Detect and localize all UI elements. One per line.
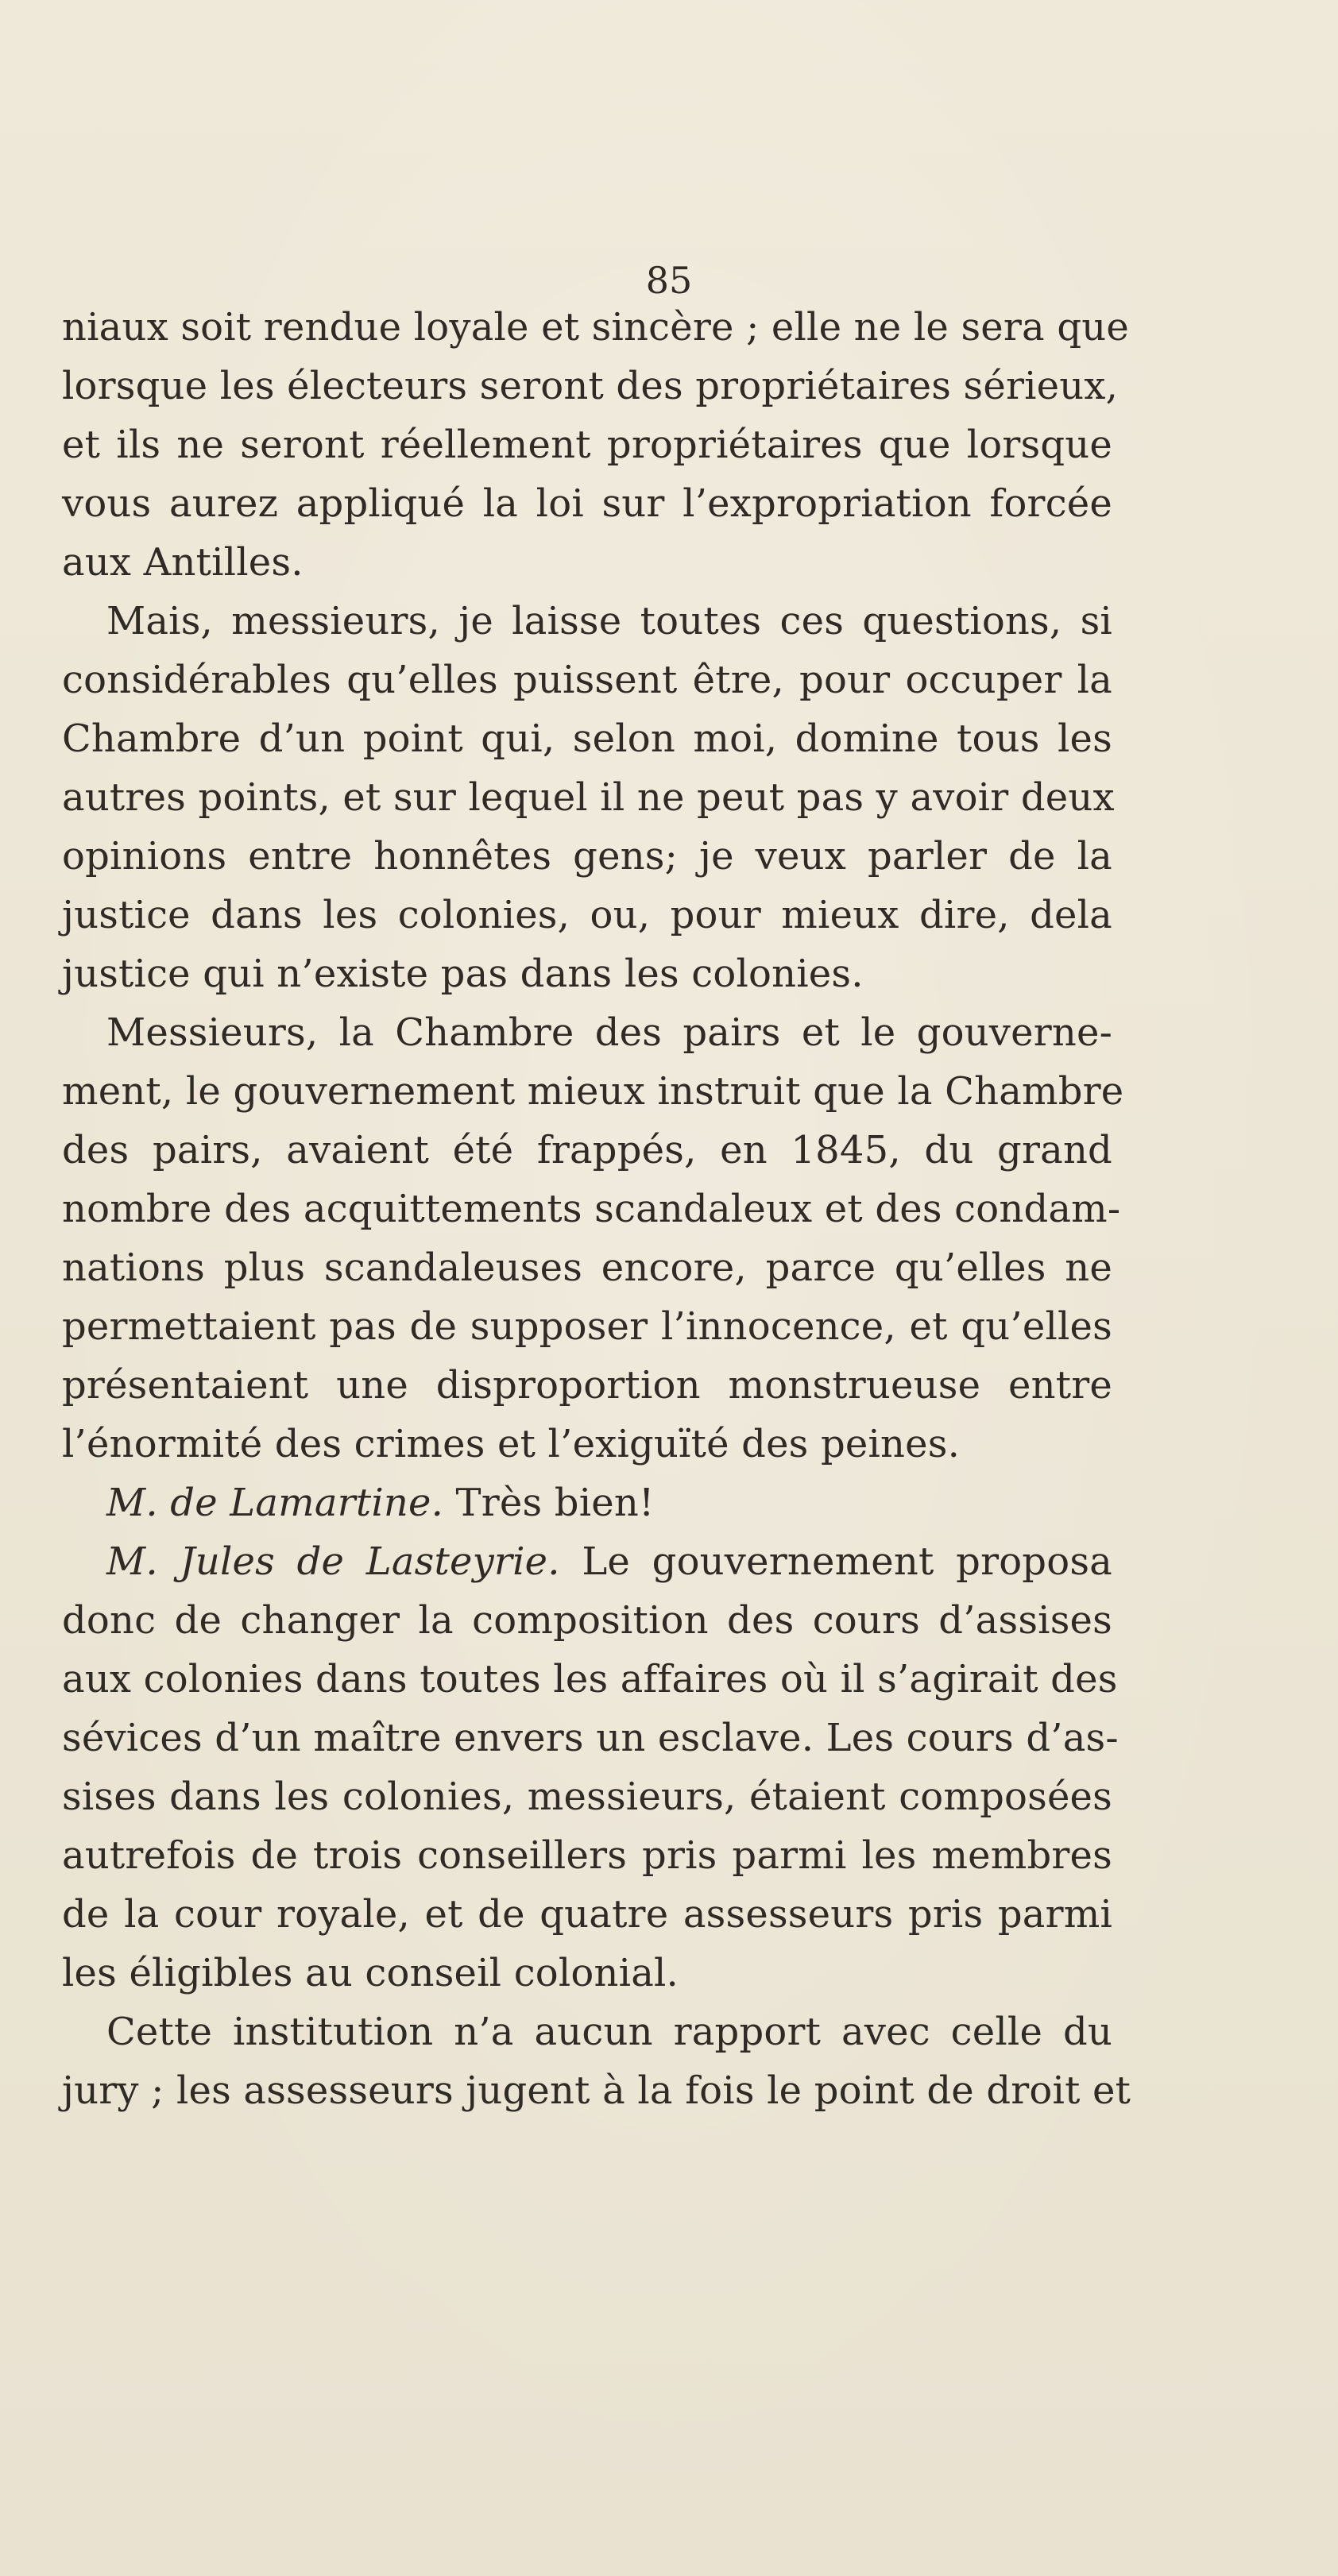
text-line: Mais, messieurs, je laisse toutes ces questions, si [106,599,1112,643]
text-line: considérables qu’elles puissent être, pour occuper la [62,658,1112,702]
text-line: et ils ne seront réellement propriétaires que lorsque [62,423,1112,467]
text-line: donc de changer la composition des cours d’assises [62,1598,1112,1643]
text-line: Cette institution n’a aucun rapport avec celle du [106,2010,1112,2054]
text-line: justice dans les colonies, ou, pour mieux dire, dela [62,893,1112,937]
text-line: nombre des acquittements scandaleux et des condam- [62,1187,1121,1231]
speaker-name: M. de Lamartine. [106,1481,444,1525]
body-text [62,298,1131,2120]
text-line: justice qui n’existe pas dans les colonies. [62,952,864,996]
text-line: opinions entre honnêtes gens; je veux parler de la [62,834,1112,879]
text-line: nations plus scandaleuses encore, parce qu’elles ne [62,1246,1112,1290]
text-line: sévices d’un maître envers un esclave. Les cours d’as- [62,1716,1119,1760]
text-line: de la cour royale, et de quatre assesseurs pris parmi [62,1892,1112,1937]
text-line: vous aurez appliqué la loi sur l’expropriation forcée [62,481,1112,526]
text-line: aux colonies dans toutes les affaires où il s’agirait des [62,1657,1118,1701]
text-line: Messieurs, la Chambre des pairs et le gouverne- [106,1010,1112,1055]
text-line: autrefois de trois conseillers pris parmi les membres [62,1833,1112,1878]
text-line: présentaient une disproportion monstrueuse entre [62,1363,1112,1408]
text-line: permettaient pas de supposer l’innocence, et qu’elles [62,1304,1112,1349]
speaker-text: Le gouvernement proposa [559,1539,1112,1584]
text-line: sises dans les colonies, messieurs, étaient composées [62,1775,1112,1819]
text-line: ment, le gouvernement mieux instruit que la Chambre [62,1069,1124,1114]
speaker-line [62,1473,1112,1532]
text-line: aux Antilles. [62,540,304,585]
text-line: des pairs, avaient été frappés, en 1845, du grand [62,1128,1112,1172]
text-line: autres points, et sur lequel il ne peut pas y avoir deux [62,775,1115,820]
speaker-line [62,1532,1112,1591]
text-line: les éligibles au conseil colonial. [62,1951,679,1995]
text-line: lorsque les électeurs seront des propriétaires sérieux, [62,364,1119,408]
speaker-text: Très bien! [443,1481,655,1525]
page-number: 85 [645,259,693,302]
speaker-name: M. Jules de Lasteyrie. [106,1539,560,1584]
text-line: Chambre d’un point qui, selon moi, domine tous les [62,716,1112,761]
text-line: jury ; les assesseurs jugent à la fois le point de droit et [62,2068,1131,2113]
text-line: niaux soit rendue loyale et sincère ; elle ne le sera que [62,305,1129,350]
text-line: l’énormité des crimes et l’exiguïté des peines. [62,1422,961,1466]
